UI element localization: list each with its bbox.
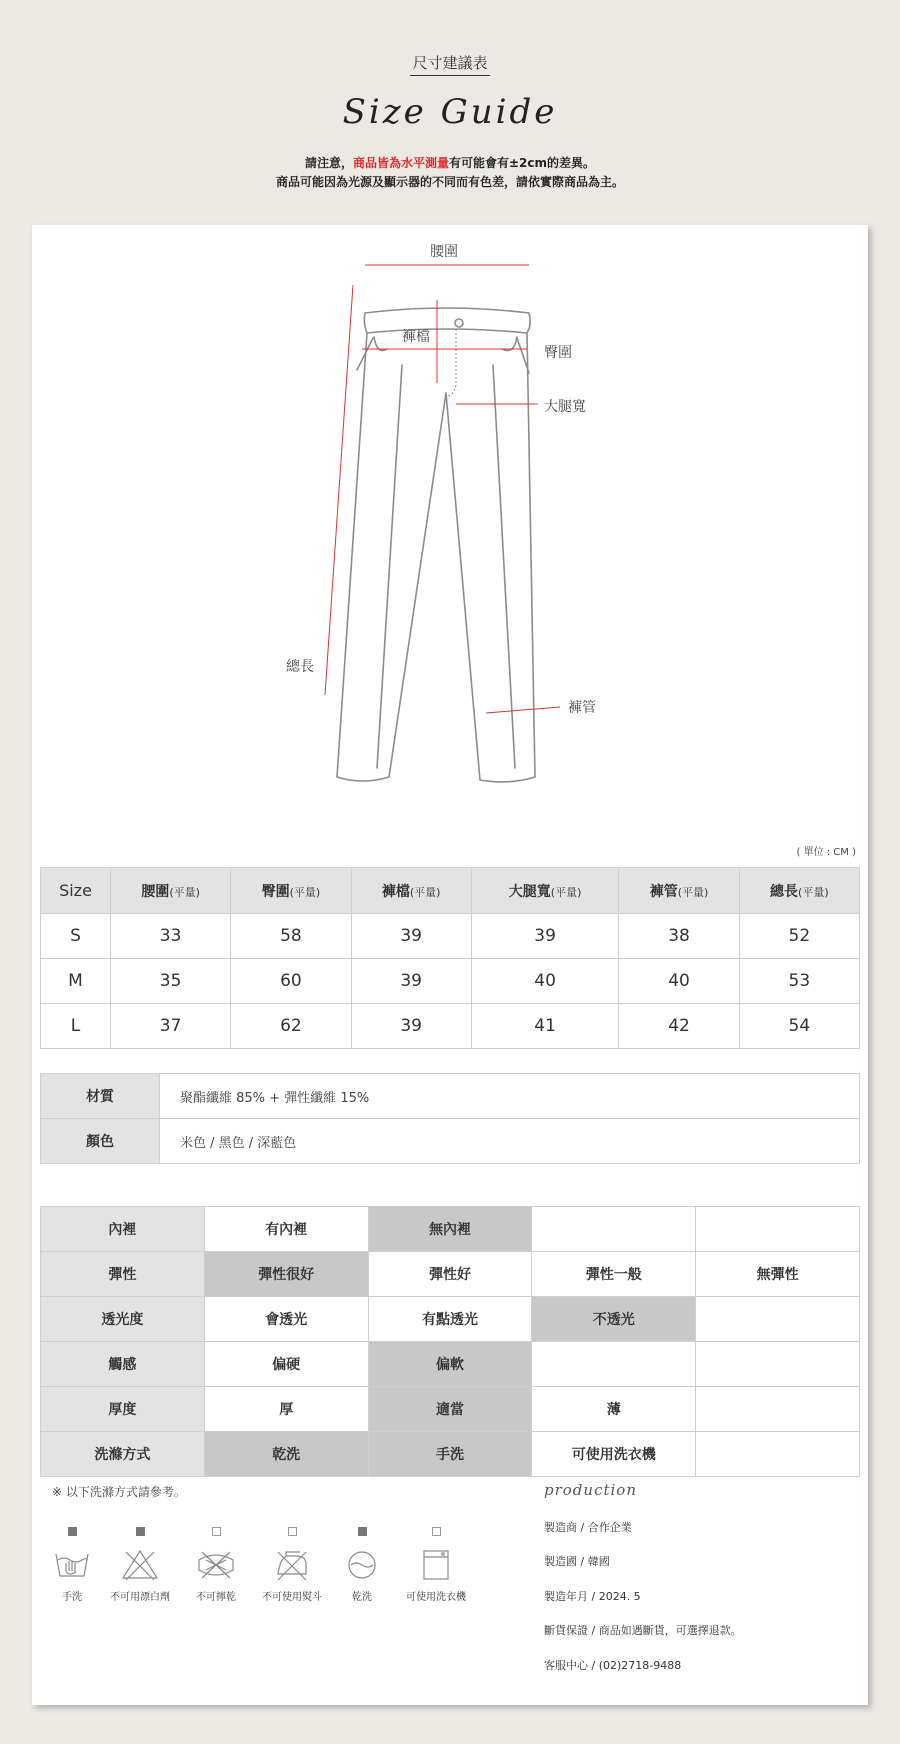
dry-clean-icon [342, 1548, 382, 1582]
attribute-option [696, 1432, 860, 1477]
no-wring-icon [196, 1548, 236, 1582]
table-row [41, 914, 860, 959]
attribute-option [696, 1342, 860, 1387]
checked-box-icon [136, 1527, 145, 1536]
material-table [40, 1073, 860, 1164]
attribute-option: 彈性好 [368, 1252, 532, 1297]
material-label: 材質 [41, 1074, 160, 1119]
color-value: 米色 / 黑色 / 深藍色 [160, 1119, 860, 1164]
attribute-option-selected: 無內裡 [368, 1207, 532, 1252]
unchecked-box-icon [432, 1527, 441, 1536]
value-cell: 33 [110, 914, 230, 959]
attribute-label: 觸感 [41, 1342, 205, 1387]
value-cell: 39 [471, 914, 619, 959]
attribute-option [696, 1207, 860, 1252]
washing-machine-icon [416, 1548, 456, 1582]
value-cell: 40 [619, 959, 739, 1004]
attribute-option-selected: 手洗 [368, 1432, 532, 1477]
size-table [40, 867, 860, 1049]
color-label: 顏色 [41, 1119, 160, 1164]
attribute-row-lining [41, 1207, 860, 1252]
notice-highlight: 商品皆為水平測量 [352, 156, 449, 170]
table-row [41, 959, 860, 1004]
attribute-option: 可使用洗衣機 [532, 1432, 696, 1477]
attribute-row-elasticity [41, 1252, 860, 1297]
attribute-label: 厚度 [41, 1387, 205, 1432]
size-column-header: Size [41, 868, 111, 914]
size-cell: M [41, 959, 111, 1004]
value-cell: 35 [110, 959, 230, 1004]
attribute-option [696, 1387, 860, 1432]
material-value: 聚酯纖維 85% + 彈性纖維 15% [160, 1074, 860, 1119]
pants-diagram [32, 225, 868, 845]
label-hem: 褲管 [568, 700, 596, 716]
attribute-row-washing [41, 1432, 860, 1477]
label-hip: 臀圍 [544, 345, 572, 361]
column-header: 大腿寬(平量) [471, 868, 619, 914]
value-cell: 58 [231, 914, 351, 959]
production-line: 製造商 / 合作企業 [544, 1521, 632, 1534]
attribute-table [40, 1206, 860, 1477]
page-title: Size Guide [342, 92, 558, 132]
attribute-option: 偏硬 [204, 1342, 368, 1387]
attribute-option [532, 1207, 696, 1252]
value-cell: 54 [739, 1004, 859, 1049]
care-item: 可使用洗衣機 [396, 1527, 476, 1603]
column-header: 腰圍(平量) [110, 868, 230, 914]
care-item: 乾洗 [322, 1527, 402, 1603]
measurement-notice: 請注意，商品皆為水平測量有可能會有±2cm的差異。 商品可能因為光源及顯示器的不同而有色差，請依實際商品為主。 [275, 156, 624, 189]
value-cell: 60 [231, 959, 351, 1004]
value-cell: 40 [471, 959, 619, 1004]
attribute-option-selected: 彈性很好 [204, 1252, 368, 1297]
column-header: 褲管(平量) [619, 868, 739, 914]
production-line: 製造國 / 韓國 [544, 1555, 610, 1568]
production-line: 斷貨保證 / 商品如遇斷貨，可選擇退款。 [544, 1624, 742, 1637]
value-cell: 62 [231, 1004, 351, 1049]
attribute-option: 會透光 [204, 1297, 368, 1342]
table-row [41, 1004, 860, 1049]
production-title: production [544, 1481, 637, 1499]
value-cell: 42 [619, 1004, 739, 1049]
attribute-label: 彈性 [41, 1252, 205, 1297]
no-iron-icon [272, 1548, 312, 1582]
attribute-option [532, 1342, 696, 1387]
attribute-option: 薄 [532, 1387, 696, 1432]
attribute-option-selected: 偏軟 [368, 1342, 532, 1387]
size-guide-card [32, 225, 868, 1705]
label-rise: 褲檔 [402, 329, 430, 345]
size-cell: L [41, 1004, 111, 1049]
material-row [41, 1074, 860, 1119]
attribute-row-thickness [41, 1387, 860, 1432]
column-header: 褲檔(平量) [351, 868, 471, 914]
attribute-option: 有點透光 [368, 1297, 532, 1342]
attribute-label: 透光度 [41, 1297, 205, 1342]
value-cell: 41 [471, 1004, 619, 1049]
value-cell: 37 [110, 1004, 230, 1049]
care-item: 不可擰乾 [176, 1527, 256, 1603]
care-item: 手洗 [32, 1527, 112, 1603]
checked-box-icon [358, 1527, 367, 1536]
column-header: 總長(平量) [739, 868, 859, 914]
pants-illustration [32, 225, 868, 845]
unchecked-box-icon [212, 1527, 221, 1536]
attribute-option [696, 1297, 860, 1342]
size-table-header-row [41, 868, 860, 914]
attribute-option-selected: 乾洗 [204, 1432, 368, 1477]
value-cell: 52 [739, 914, 859, 959]
care-item: 不可使用熨斗 [252, 1527, 332, 1603]
attribute-option-selected: 不透光 [532, 1297, 696, 1342]
page-subtitle: 尺寸建議表 [0, 52, 900, 73]
production-line: 製造年月 / 2024. 5 [544, 1590, 641, 1603]
label-waist: 腰圍 [430, 244, 458, 260]
care-note: ※ 以下洗滌方式請參考。 [52, 1485, 186, 1499]
no-bleach-icon [120, 1548, 160, 1582]
value-cell: 53 [739, 959, 859, 1004]
attribute-option: 彈性一般 [532, 1252, 696, 1297]
value-cell: 39 [351, 959, 471, 1004]
color-row [41, 1119, 860, 1164]
attribute-row-texture [41, 1342, 860, 1387]
attribute-option: 無彈性 [696, 1252, 860, 1297]
attribute-label: 洗滌方式 [41, 1432, 205, 1477]
hand-wash-icon [52, 1548, 92, 1582]
unit-label: ( 單位 : CM ) [796, 847, 856, 858]
care-item: 不可用漂白劑 [100, 1527, 180, 1603]
value-cell: 38 [619, 914, 739, 959]
attribute-label: 內裡 [41, 1207, 205, 1252]
production-line: 客服中心 / (02)2718-9488 [544, 1659, 682, 1672]
attribute-option: 厚 [204, 1387, 368, 1432]
attribute-option-selected: 適當 [368, 1387, 532, 1432]
column-header: 臀圍(平量) [231, 868, 351, 914]
value-cell: 39 [351, 1004, 471, 1049]
attribute-option: 有內裡 [204, 1207, 368, 1252]
value-cell: 39 [351, 914, 471, 959]
label-length: 總長 [286, 659, 314, 675]
checked-box-icon [68, 1527, 77, 1536]
attribute-row-transparency [41, 1297, 860, 1342]
unchecked-box-icon [288, 1527, 297, 1536]
size-cell: S [41, 914, 111, 959]
label-thigh: 大腿寬 [544, 399, 586, 415]
